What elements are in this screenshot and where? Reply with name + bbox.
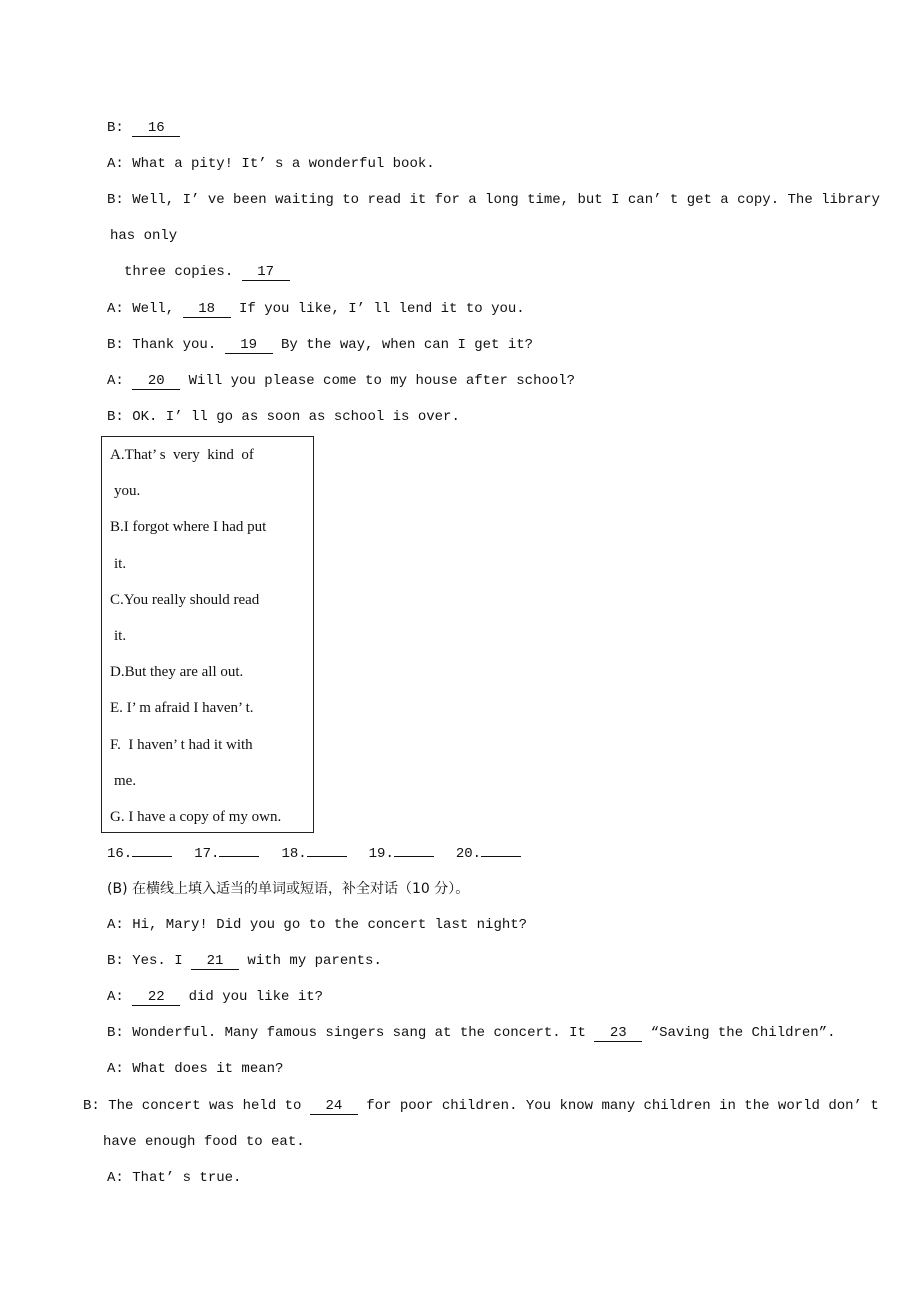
line-text: A: Hi, Mary! Did you go to the concert last night? (107, 917, 528, 933)
dialogue-line (107, 952, 382, 970)
dialogue-line (107, 191, 880, 209)
dialogue-line (107, 988, 323, 1006)
option-line: A.That’ s very kind of (110, 447, 254, 463)
option-line: D.But they are all out. (110, 664, 244, 681)
line-text: “Saving the Children”. (642, 1025, 836, 1042)
line-text: B: Thank you. (107, 336, 225, 353)
line-text: for poor children. You know many children in the world don’ t (357, 1097, 879, 1114)
line-text: A: What does it mean? (107, 1061, 284, 1078)
line-text: B: Wonderful. Many famous singers sang at the concert. It (107, 1025, 595, 1042)
option-line: me. (114, 772, 137, 789)
answer-underline[interactable] (307, 844, 347, 857)
option-line: it. (114, 628, 127, 644)
line-text: B: Yes. I (107, 953, 192, 970)
dialogue-line (110, 227, 177, 245)
answer-blank-23[interactable]: 23 (594, 1026, 642, 1042)
line-text: did you like it? (180, 989, 324, 1006)
line-text: B: OK. I’ ll go as soon as school is over. (107, 408, 460, 425)
answer-blank-18[interactable]: 18 (183, 302, 231, 318)
answer-number: 16. (107, 846, 133, 862)
line-text: B: (107, 120, 133, 136)
answer-number: 19. (368, 846, 394, 862)
answer-blank-24[interactable]: 24 (310, 1099, 358, 1115)
line-text: three copies. (124, 264, 242, 281)
answer-blank-22[interactable]: 22 (132, 990, 180, 1006)
answer-slot[interactable] (281, 844, 346, 863)
answer-blank-20[interactable]: 20 (132, 374, 180, 390)
options-box (101, 436, 314, 833)
dialogue-line (107, 1024, 836, 1042)
dialogue-line (107, 372, 575, 390)
option-line: F. I haven’ t had it with (110, 736, 253, 753)
dialogue-line (107, 119, 180, 137)
answer-underline[interactable] (132, 844, 172, 857)
answer-number: 17. (194, 846, 220, 862)
line-text: By the way, when can I get it? (272, 336, 534, 353)
dialogue-line (107, 1169, 241, 1187)
dialogue-line (107, 300, 525, 318)
dialogue-line (103, 1133, 305, 1151)
dialogue-line (107, 1060, 283, 1078)
answer-slot[interactable] (456, 844, 521, 863)
option-line: C.You really should read (110, 591, 260, 608)
dialogue-line (107, 916, 527, 934)
line-text: A: Well, (107, 300, 183, 317)
line-text: A: That’ s true. (107, 1169, 242, 1186)
answer-underline[interactable] (481, 844, 521, 857)
answer-underline[interactable] (219, 844, 259, 857)
line-text: Will you please come to my house after school? (180, 372, 576, 389)
dialogue-line (124, 263, 290, 281)
dialogue-line (83, 1097, 879, 1115)
line-text: A: What a pity! It’ s a wonderful book. (107, 156, 435, 173)
section-b-title: (B) 在横线上填入适当的单词或短语，补全对话（10 分）。 (107, 881, 470, 897)
line-text: If you like, I’ ll lend it to you. (230, 300, 525, 317)
line-text: has only (110, 228, 178, 245)
option-line: B.I forgot where I had put (110, 519, 267, 536)
answer-line (107, 844, 543, 863)
answer-slot[interactable] (369, 844, 434, 863)
dialogue-line (107, 336, 533, 354)
answer-number: 18. (281, 846, 307, 862)
answer-blank-17[interactable]: 17 (242, 265, 290, 281)
answer-number: 20. (455, 846, 482, 862)
dialogue-line (107, 155, 435, 173)
line-text: B: The concert was held to (83, 1097, 310, 1114)
option-line: E. I’ m afraid I haven’ t. (110, 700, 254, 717)
line-text: A: (107, 372, 133, 389)
option-line: you. (114, 483, 141, 500)
option-line: G. I have a copy of my own. (110, 809, 282, 825)
line-text: B: Well, I’ ve been waiting to read it for a long time, but I can’ t get a copy. The library (107, 192, 880, 209)
answer-blank-19[interactable]: 19 (225, 338, 273, 354)
line-text: have enough food to eat. (103, 1133, 305, 1150)
answer-blank-21[interactable]: 21 (191, 954, 239, 970)
answer-underline[interactable] (394, 844, 434, 857)
line-text: A: (107, 989, 133, 1006)
answer-blank-16[interactable]: 16 (132, 121, 180, 137)
answer-slot[interactable] (194, 844, 259, 863)
answer-slot[interactable] (107, 844, 172, 863)
dialogue-line (107, 408, 460, 426)
line-text: with my parents. (239, 953, 382, 970)
option-line: it. (114, 555, 127, 572)
